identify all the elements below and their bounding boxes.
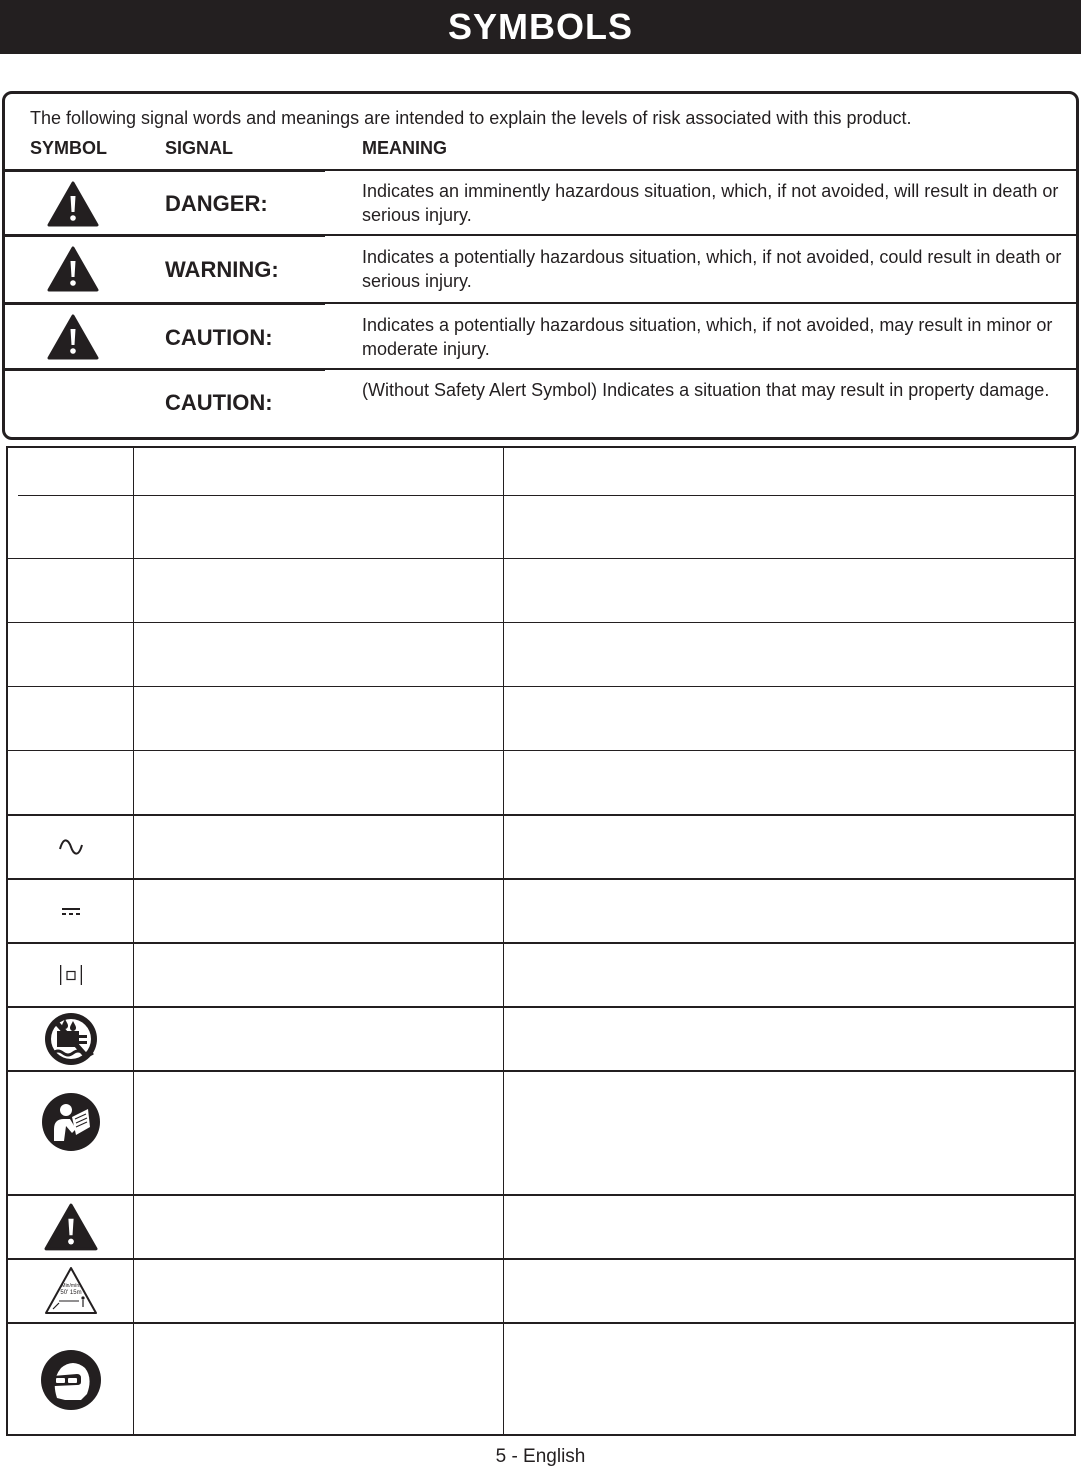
signal-row-caution-property: [5, 368, 1076, 434]
row-divider: [8, 1258, 1074, 1260]
no-wet-conditions-icon: [43, 1011, 99, 1067]
double-insulation-icon: [58, 963, 84, 987]
signal-words-intro: The following signal words and meanings are intended to explain the levels of risk associated with this product.: [30, 108, 912, 128]
row-divider: [5, 234, 325, 237]
symbol-cell: [8, 1324, 134, 1436]
row-divider: [8, 622, 1074, 623]
safety-alert-icon: [47, 314, 99, 360]
symbol-cell: [8, 1196, 134, 1258]
symbol-cell: [8, 1008, 134, 1070]
row-divider: [8, 878, 1074, 880]
signal-meaning-warning: Indicates a potentially hazardous situation, which, if not avoided, could result in death or serious injury.: [362, 247, 1062, 291]
row-divider: [325, 302, 1076, 304]
column-header-signal: SIGNAL: [165, 138, 234, 158]
signal-meaning-caution-property: (Without Safety Alert Symbol) Indicates a situation that may result in property damage.: [362, 380, 1050, 400]
row-divider: [325, 234, 1076, 236]
direct-current-icon: [61, 906, 81, 916]
row-divider: [5, 302, 325, 305]
row-divider: [8, 1006, 1074, 1008]
distance-label-value: 50' 15m: [60, 1290, 82, 1296]
distance-label-min: Min/mín.: [61, 1283, 81, 1289]
row-divider: [8, 750, 1074, 751]
row-divider: [8, 1070, 1074, 1072]
symbol-table: [6, 446, 1076, 1436]
row-divider: [5, 169, 325, 172]
signal-word-danger: DANGER:: [165, 191, 268, 216]
signal-meaning-danger: Indicates an imminently hazardous situation, which, if not avoided, will result in death or serious injury.: [362, 181, 1059, 225]
safety-alert-icon: [47, 181, 99, 227]
column-divider: [503, 448, 504, 1434]
column-header-meaning: MEANING: [362, 138, 447, 158]
row-divider: [325, 368, 1076, 370]
symbol-cell: [8, 816, 134, 878]
row-divider: [5, 368, 325, 371]
safety-alert-icon: [44, 1202, 98, 1252]
safety-alert-icon: [47, 246, 99, 292]
wear-eye-protection-icon: [41, 1350, 101, 1410]
row-divider: [8, 558, 1074, 559]
row-divider: [8, 814, 1074, 816]
row-divider: [325, 169, 1076, 171]
symbol-cell: [8, 1260, 134, 1322]
header-bar: [0, 0, 1081, 54]
page-footer: 5 - English: [495, 1446, 586, 1467]
row-divider: [8, 1194, 1074, 1196]
alternating-current-icon: [58, 837, 84, 857]
signal-row-caution: [5, 302, 1076, 368]
symbol-cell: [8, 1072, 134, 1172]
row-divider: [8, 942, 1074, 944]
signal-word-caution-property: CAUTION:: [165, 390, 273, 415]
row-divider: [8, 1322, 1074, 1324]
row-divider: [8, 686, 1074, 687]
signal-word-warning: WARNING:: [165, 257, 279, 282]
page-title: SYMBOLS: [447, 6, 633, 47]
symbol-cell: [8, 880, 134, 942]
signal-word-caution: CAUTION:: [165, 325, 273, 350]
signal-row-danger: [5, 169, 1076, 234]
keep-bystanders-away-icon: [43, 1265, 99, 1317]
symbol-cell: [8, 944, 134, 1006]
signal-meaning-caution: Indicates a potentially hazardous situation, which, if not avoided, may result in minor or moderate injury.: [362, 315, 1053, 359]
signal-words-box: [2, 91, 1079, 440]
row-divider: [18, 495, 1074, 496]
read-manual-icon: [42, 1093, 100, 1151]
column-header-symbol: SYMBOL: [30, 138, 108, 158]
signal-row-warning: [5, 234, 1076, 302]
